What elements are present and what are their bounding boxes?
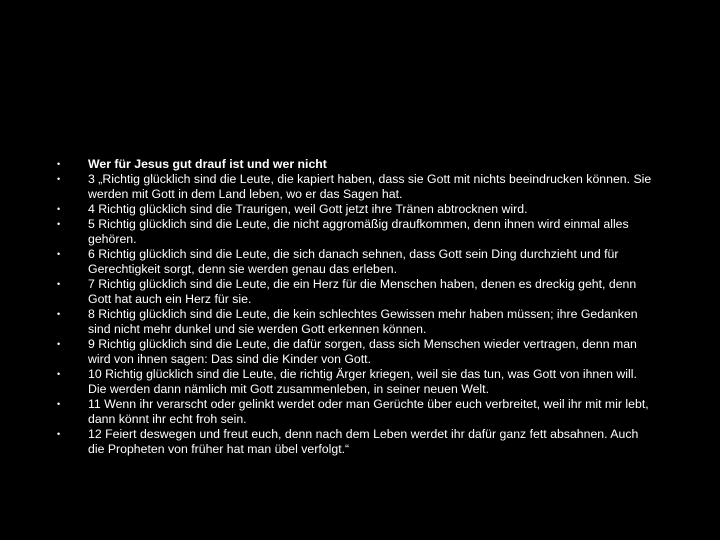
bullet-icon: • xyxy=(57,369,61,379)
list-item xyxy=(57,247,657,277)
bullet-icon: • xyxy=(57,429,61,439)
verse-text: 4 Richtig glücklich sind die Traurigen, weil Gott jetzt ihre Tränen abtrocknen wird. xyxy=(88,202,528,216)
bullet-list xyxy=(57,157,657,457)
list-item xyxy=(57,307,657,337)
verse-text: 12 Feiert deswegen und freut euch, denn nach dem Leben werdet ihr dafür ganz fett absahnen. Auch die Propheten von früher hat man übel verfolgt.“ xyxy=(88,427,639,456)
verse-text: 7 Richtig glücklich sind die Leute, die ein Herz für die Menschen haben, denen es dreckig geht, denn Gott hat auch ein Herz für sie. xyxy=(88,277,637,306)
list-item xyxy=(57,427,657,457)
list-item xyxy=(57,202,657,217)
bullet-icon: • xyxy=(57,279,61,289)
list-item xyxy=(57,172,657,202)
list-item-heading xyxy=(57,157,657,172)
bullet-icon: • xyxy=(57,204,61,214)
bullet-icon: • xyxy=(57,219,61,229)
verse-text: 6 Richtig glücklich sind die Leute, die sich danach sehnen, dass Gott sein Ding durchzieht und für Gerechtigkeit sorgt, denn sie werden genau das erleben. xyxy=(88,247,619,276)
bullet-icon: • xyxy=(57,309,61,319)
verse-text: 3 „Richtig glücklich sind die Leute, die kapiert haben, dass sie Gott mit nichts beeindrucken können. Sie werden mit Gott in dem Land leben, wo er das Sagen hat. xyxy=(88,172,652,201)
bullet-icon: • xyxy=(57,339,61,349)
bullet-icon: • xyxy=(57,399,61,409)
slide-heading: Wer für Jesus gut drauf ist und wer nicht xyxy=(88,157,327,171)
list-item xyxy=(57,397,657,427)
verse-text: 5 Richtig glücklich sind die Leute, die nicht aggromäßig draufkommen, denn ihnen wird einmal alles gehören. xyxy=(88,217,629,246)
list-item xyxy=(57,217,657,247)
verse-text: 10 Richtig glücklich sind die Leute, die richtig Ärger kriegen, weil sie das tun, was Gott von ihnen will. Die werden dann nämlich mit Gott zusammenleben, in seiner neuen Welt. xyxy=(88,367,637,396)
verse-text: 11 Wenn ihr verarscht oder gelinkt werdet oder man Gerüchte über euch verbreitet, weil ihr mit mir lebt, dann könnt ihr echt froh sein. xyxy=(88,397,649,426)
list-item xyxy=(57,337,657,367)
bullet-icon: • xyxy=(57,159,61,169)
verse-text: 8 Richtig glücklich sind die Leute, die kein schlechtes Gewissen mehr haben müssen; ihre Gedanken sind nicht mehr dunkel und sie werden Gott erkennen können. xyxy=(88,307,638,336)
list-item xyxy=(57,277,657,307)
list-item xyxy=(57,367,657,397)
bullet-icon: • xyxy=(57,174,61,184)
bullet-icon: • xyxy=(57,249,61,259)
verse-text: 9 Richtig glücklich sind die Leute, die dafür sorgen, dass sich Menschen wieder vertragen, denn man wird von ihnen sagen: Das sind die Kinder von Gott. xyxy=(88,337,637,366)
